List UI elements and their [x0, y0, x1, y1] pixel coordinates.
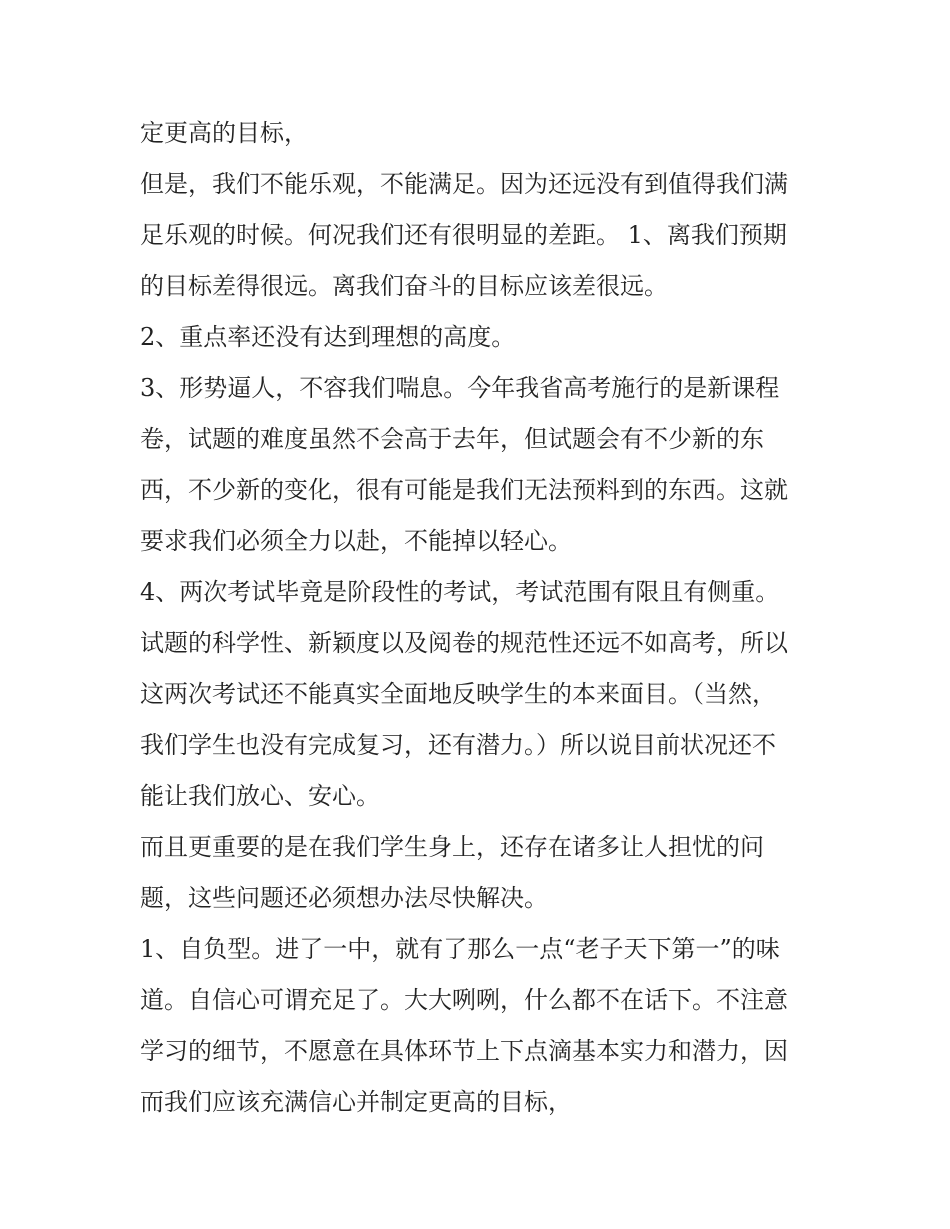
text-line: 学习的细节，不愿意在具体环节上下点滴基本实力和潜力，因 — [140, 1037, 788, 1065]
text-line: 卷，试题的难度虽然不会高于去年，但试题会有不少新的东 — [140, 425, 764, 453]
text-line: 能让我们放心、安心。 — [140, 782, 380, 810]
text-line: 而且更重要的是在我们学生身上，还存在诸多让人担忧的问 — [140, 833, 764, 861]
text-line: 1、自负型。进了一中，就有了那么一点“老子天下第一”的味 — [140, 935, 780, 963]
text-line: 西，不少新的变化，很有可能是我们无法预料到的东西。这就 — [140, 476, 788, 504]
text-line: 的目标差得很远。离我们奋斗的目标应该差很远。 — [140, 272, 668, 300]
text-line: 4、两次考试毕竟是阶段性的考试，考试范围有限且有侧重。 — [140, 578, 780, 606]
text-line: 定更高的目标， — [140, 119, 308, 147]
text-line: 而我们应该充满信心并制定更高的目标， — [140, 1088, 572, 1116]
text-line: 道。自信心可谓充足了。大大咧咧，什么都不在话下。不注意 — [140, 986, 788, 1014]
text-line: 但是，我们不能乐观，不能满足。因为还远没有到值得我们满 — [140, 170, 788, 198]
document-body — [140, 108, 820, 1128]
text-line: 试题的科学性、新颖度以及阅卷的规范性还远不如高考，所以 — [140, 629, 788, 657]
text-line: 这两次考试还不能真实全面地反映学生的本来面目。（当然， — [140, 680, 776, 708]
text-line: 3、形势逼人，不容我们喘息。今年我省高考施行的是新课程 — [140, 374, 780, 402]
text-line: 足乐观的时候。何况我们还有很明显的差距。 1、离我们预期 — [140, 221, 787, 249]
text-line: 2、重点率还没有达到理想的高度。 — [140, 323, 516, 351]
text-line: 题，这些问题还必须想办法尽快解决。 — [140, 884, 548, 912]
text-line: 要求我们必须全力以赴，不能掉以轻心。 — [140, 527, 572, 555]
text-line: 我们学生也没有完成复习，还有潜力。）所以说目前状况还不 — [140, 731, 776, 759]
